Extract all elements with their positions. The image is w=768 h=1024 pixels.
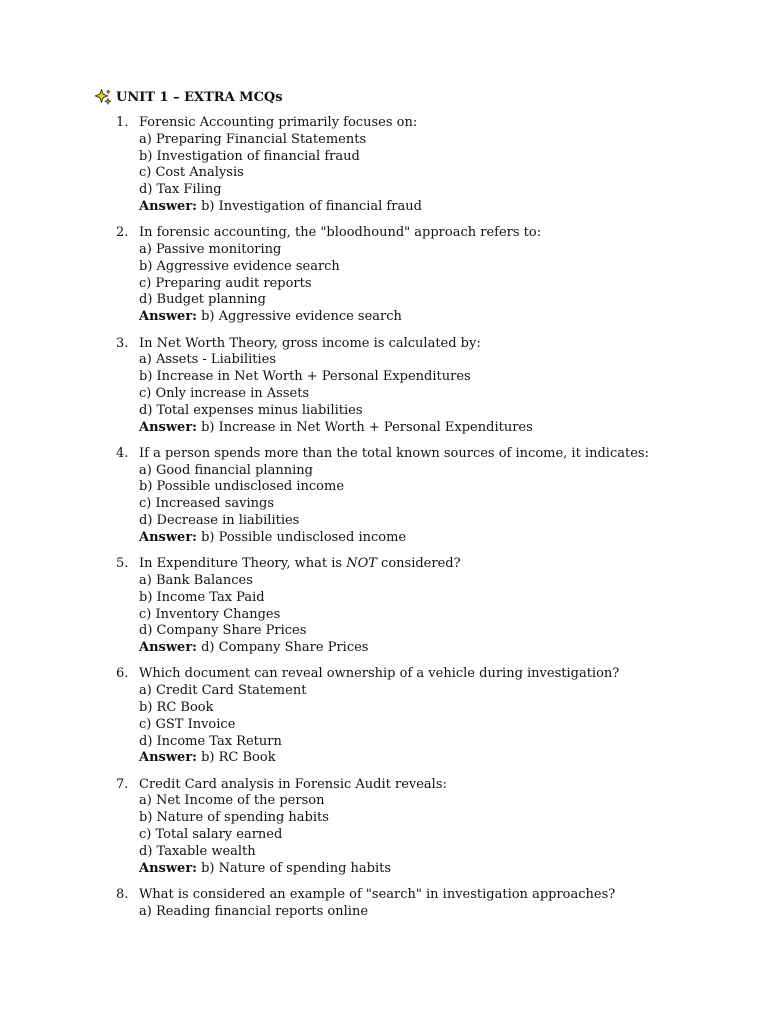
option-c: c) Total salary earned: [139, 827, 283, 843]
answer-text: b) RC Book: [196, 750, 276, 766]
question-stem: Which document can reveal ownership of a vehicle during investigation?: [139, 666, 620, 682]
unit-heading: [94, 88, 283, 106]
answer-text: b) Possible undisclosed income: [196, 529, 407, 545]
option-b: b) Income Tax Paid: [139, 589, 265, 605]
question-number: 2.: [116, 225, 129, 241]
answer-text: d) Company Share Prices: [196, 640, 369, 656]
option-b: b) Nature of spending habits: [139, 810, 329, 826]
answer-line: [139, 640, 736, 657]
answer-text: b) Investigation of financial fraud: [196, 198, 422, 214]
option-d: d) Tax Filing: [139, 182, 222, 198]
option-a: a) Bank Balances: [139, 572, 253, 588]
question-number: 8.: [116, 886, 129, 902]
question-item: [116, 887, 736, 921]
option-b: b) RC Book: [139, 700, 214, 715]
question-stem: Forensic Accounting primarily focuses on:: [139, 115, 418, 130]
answer-line: [139, 861, 736, 878]
option-a: a) Reading financial reports online: [139, 903, 369, 919]
option-b: b) Investigation of financial fraud: [139, 148, 360, 164]
question-item: [116, 666, 736, 767]
question-number: 7.: [116, 776, 129, 792]
question-stem: [139, 556, 736, 573]
option-d: d) Company Share Prices: [139, 623, 307, 639]
option-c: c) GST Invoice: [139, 716, 236, 732]
option-a: a) Preparing Financial Statements: [139, 131, 367, 147]
question-number: 6.: [116, 666, 129, 682]
question-item: [116, 225, 736, 326]
answer-label: Answer:: [139, 419, 197, 435]
question-stem: In forensic accounting, the "bloodhound" approach refers to:: [139, 225, 542, 241]
question-stem-start: In Expenditure Theory, what is: [139, 556, 347, 572]
question-number: 1.: [116, 115, 129, 130]
option-a: a) Credit Card Statement: [139, 683, 307, 699]
option-a: a) Good financial planning: [139, 462, 313, 478]
question-item: [116, 115, 736, 216]
option-b: b) Increase in Net Worth + Personal Expenditures: [139, 369, 471, 385]
answer-label: Answer:: [139, 750, 197, 766]
question-stem: If a person spends more than the total known sources of income, it indicates:: [139, 445, 649, 461]
answer-line: [139, 309, 736, 326]
option-b: b) Possible undisclosed income: [139, 479, 345, 495]
option-a: a) Assets - Liabilities: [139, 352, 277, 368]
sparkle-icon: [94, 88, 112, 106]
option-c: c) Increased savings: [139, 496, 275, 512]
question-number: 5.: [116, 556, 129, 572]
option-a: a) Passive monitoring: [139, 242, 282, 258]
question-stem: In Net Worth Theory, gross income is calculated by:: [139, 335, 481, 351]
question-item: [116, 556, 736, 657]
answer-line: [139, 750, 736, 767]
answer-label: Answer:: [139, 529, 197, 545]
question-stem-emphasis: NOT: [346, 556, 377, 572]
question-stem: What is considered an example of "search" in investigation approaches?: [139, 886, 616, 902]
option-c: c) Only increase in Assets: [139, 385, 310, 401]
answer-line: [139, 420, 736, 437]
question-number: 4.: [116, 445, 129, 461]
answer-text: b) Aggressive evidence search: [196, 309, 402, 325]
answer-text: b) Nature of spending habits: [196, 860, 392, 876]
question-item: [116, 336, 736, 437]
option-d: d) Total expenses minus liabilities: [139, 402, 363, 418]
option-c: c) Inventory Changes: [139, 606, 281, 622]
option-d: d) Decrease in liabilities: [139, 513, 300, 529]
question-item: [116, 446, 736, 547]
option-a: a) Net Income of the person: [139, 793, 325, 809]
option-d: d) Income Tax Return: [139, 733, 282, 749]
answer-text: b) Increase in Net Worth + Personal Expenditures: [196, 419, 533, 435]
option-d: d) Taxable wealth: [139, 843, 256, 859]
answer-label: Answer:: [139, 640, 197, 656]
answer-line: [139, 530, 736, 547]
option-b: b) Aggressive evidence search: [139, 258, 340, 274]
question-list: [116, 115, 736, 930]
answer-label: Answer:: [139, 309, 197, 325]
question-item: [116, 777, 736, 878]
option-c: c) Preparing audit reports: [139, 275, 312, 291]
option-c: c) Cost Analysis: [139, 165, 244, 181]
answer-label: Answer:: [139, 860, 197, 876]
option-d: d) Budget planning: [139, 292, 266, 308]
question-stem-end: considered?: [376, 556, 461, 572]
question-stem: Credit Card analysis in Forensic Audit reveals:: [139, 776, 447, 792]
answer-line: [139, 199, 736, 216]
question-number: 3.: [116, 335, 129, 351]
unit-heading-text: UNIT 1 – EXTRA MCQs: [116, 89, 283, 105]
answer-label: Answer:: [139, 198, 197, 214]
